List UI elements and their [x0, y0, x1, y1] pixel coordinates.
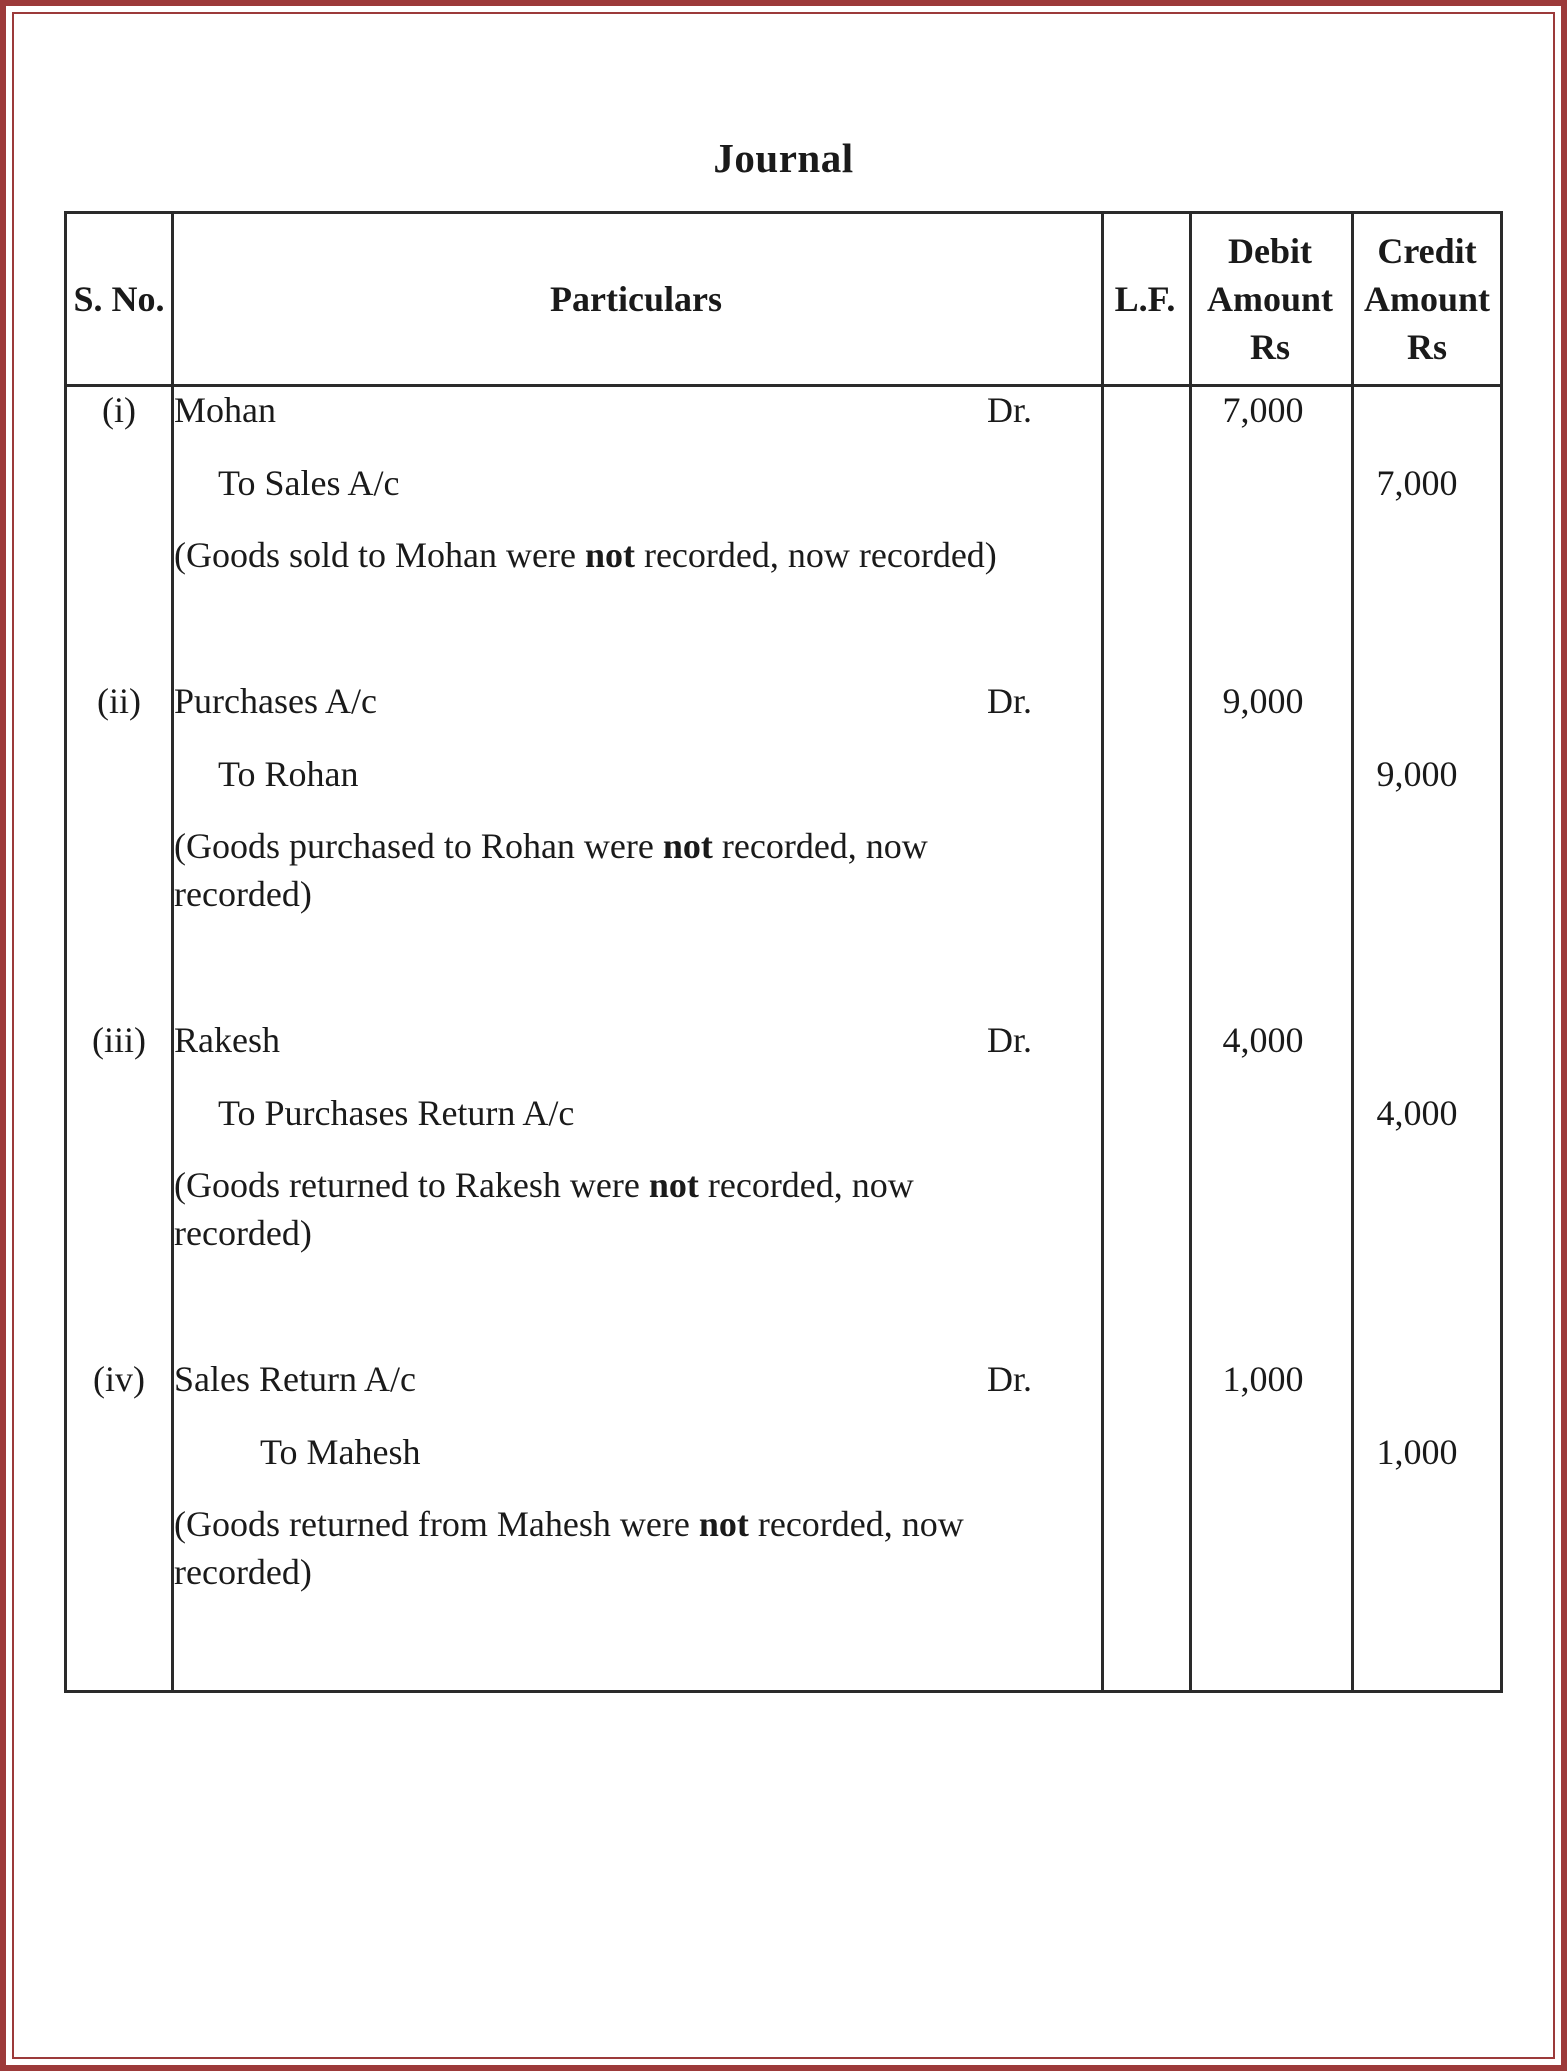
narration-emphasis: not: [662, 826, 713, 866]
narration-text: (Goods returned to Rakesh were: [174, 1165, 649, 1205]
debit-amount: 4,000: [1222, 1020, 1304, 1060]
debit-amount: 1,000: [1222, 1359, 1304, 1399]
debit-account: Rakesh: [174, 1020, 280, 1060]
narration-emphasis: not: [698, 1504, 749, 1544]
header-particulars: Particulars: [550, 279, 722, 319]
narration: [174, 531, 1114, 579]
debit-amount: 7,000: [1222, 390, 1304, 430]
credit-amount: 9,000: [1376, 754, 1458, 794]
narration-text: recorded, now recorded): [174, 1165, 914, 1253]
credit-amount: 7,000: [1376, 463, 1458, 503]
dr-marker: Dr.: [987, 1359, 1032, 1399]
credit-account: To Rohan: [218, 754, 359, 794]
narration-text: (Goods returned from Mahesh were: [174, 1504, 699, 1544]
narration-text: recorded, now recorded): [174, 826, 928, 914]
header-lf: L.F.: [1114, 279, 1176, 319]
journal-table: [64, 211, 1503, 1693]
credit-account: To Mahesh: [260, 1432, 421, 1472]
credit-account: To Purchases Return A/c: [218, 1093, 575, 1133]
dr-marker: Dr.: [987, 1020, 1032, 1060]
header-credit-line: Amount: [1363, 279, 1491, 319]
credit-amount: 4,000: [1376, 1093, 1458, 1133]
header-sno: S. No.: [73, 279, 165, 319]
header-credit-line: Credit: [1377, 231, 1477, 271]
journal-title: Journal: [713, 135, 854, 181]
header-credit-line: Rs: [1406, 327, 1447, 367]
debit-amount: 9,000: [1222, 681, 1304, 721]
dr-marker: Dr.: [987, 681, 1032, 721]
column-divider: [1189, 214, 1192, 1690]
column-divider: [1101, 214, 1104, 1690]
entry-sno: (ii): [97, 681, 141, 721]
header-credit-amount: [1351, 214, 1503, 384]
entry-sno: (iv): [93, 1359, 145, 1399]
narration: [174, 1161, 1019, 1257]
narration-text: (Goods purchased to Rohan were: [174, 826, 663, 866]
narration-text: recorded, now recorded): [634, 535, 997, 575]
narration-emphasis: not: [584, 535, 635, 575]
dr-marker: Dr.: [987, 390, 1032, 430]
debit-account: Purchases A/c: [174, 681, 377, 721]
credit-account: To Sales A/c: [218, 463, 400, 503]
header-debit-amount: [1189, 214, 1351, 384]
debit-account: Mohan: [174, 390, 276, 430]
header-debit-line: Rs: [1249, 327, 1290, 367]
narration-emphasis: not: [648, 1165, 699, 1205]
narration: [174, 822, 1019, 918]
narration: [174, 1500, 1054, 1596]
credit-amount: 1,000: [1376, 1432, 1458, 1472]
narration-text: recorded, now recorded): [174, 1504, 964, 1592]
entry-sno: (i): [102, 390, 136, 430]
debit-account: Sales Return A/c: [174, 1359, 416, 1399]
narration-text: (Goods sold to Mohan were: [174, 535, 585, 575]
header-debit-line: Amount: [1206, 279, 1334, 319]
entry-sno: (iii): [92, 1020, 146, 1060]
column-divider: [171, 214, 174, 1690]
header-debit-line: Debit: [1228, 231, 1312, 271]
